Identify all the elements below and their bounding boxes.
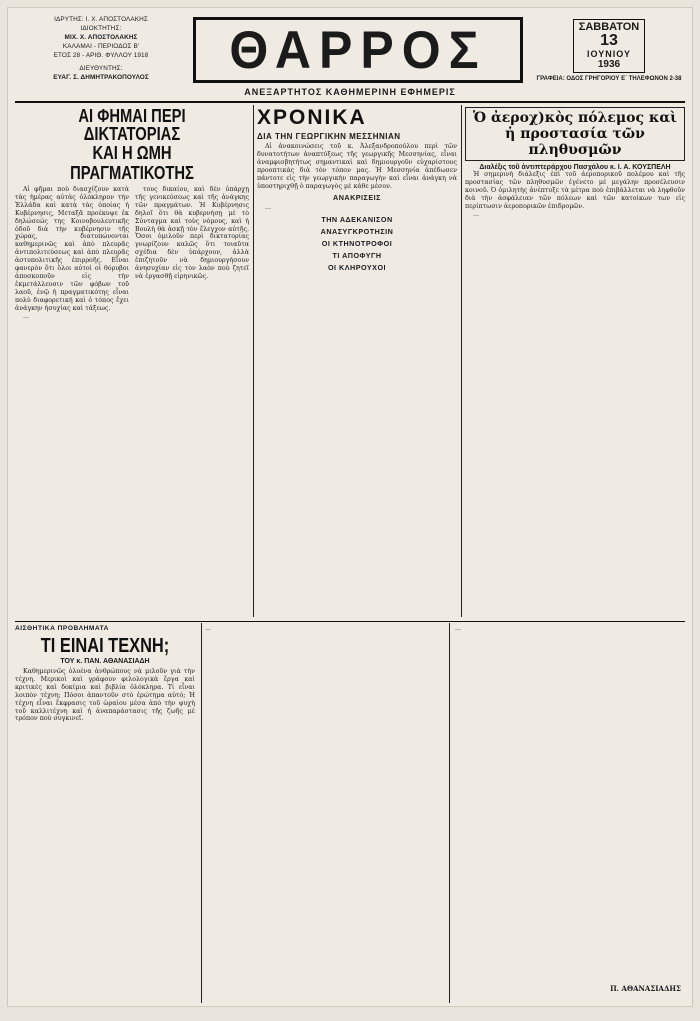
office-address: ΓΡΑΦΕΙΑ: ΟΔΟΣ ΓΡΗΓΟΡΙΟΥ Ε΄ ΤΗΛΕΦΩΝΟΝ 2-38 [536,76,682,82]
article-air-war [465,107,685,619]
section-subhead: ΤΗΝ ΑΔΕΚΑΝΙΣΟΝ [321,215,393,225]
director-name: ΕΥΑΓ. Σ. ΔΗΜΗΤΡΑΚΟΠΟΥΛΟΣ [53,74,149,81]
section-subhead: ΟΙ ΚΛΗΡΟΥΧΟΙ [327,263,387,273]
article-text-continuation: ... [23,312,30,320]
signature: Π. ΑΘΑΝΑΣΙΑΔΗΣ [610,984,681,993]
date-year: 1936 [597,59,621,70]
article-text: Αἱ ἀνακοινώσεις τοῦ κ. Ἀλεξανδροπούλου περὶ τῶν δυνατοτήτων ἀναπτύξεως τῆς γεωργικῆς Μεσσηνίας, εἶναι ἀναμφισβητήτως σημαντικαὶ καὶ δημιουργοῦν εὐχαρίστους προοπτικὰς διὰ τὸν τόπον μας. Ἡ Μεσσηνία ἀπέδωσεν πάντοτε εἰς τὴν γεωργικὴν παραγωγὴν καὶ εἶναι ἀνάγκη νὰ ὑποστηριχθῇ ὁ παραγωγὸς μὲ κάθε μέσον. [257,143,457,190]
issue-number: ΕΤΟΣ 28 - ΑΡΙΘ. ΦΥΛΛΟΥ 1918 [53,52,149,59]
headline: ΤΙ ΕΙΝΑΙ ΤΕΧΝΗ; [40,635,170,657]
divider [15,101,685,103]
owner-name: ΜΙΧ. Χ. ΑΠΟΣΤΟΛΑΚΗΣ [64,34,138,41]
article-what-is-art [15,625,685,1001]
column-rule [201,623,202,1003]
section-subhead: ΑΝΑΣΥΓΚΡΟΤΗΣΙΝ [320,227,394,237]
founder-line: ΙΔΡΥΤΗΣ: Ι. Χ. ΑΠΟΣΤΟΛΑΚΗΣ [54,16,148,23]
date-number: 13 [600,32,618,49]
section-subhead: ΤΙ ΑΠΟΦΥΓΗ [332,251,382,261]
headline: ΑΙ ΦΗΜΑΙ ΠΕΡΙ ΔΙΚΤΑΤΟΡΙΑΣ [78,107,186,144]
date-month: ΙΟΥΝΙΟΥ [586,49,631,59]
article-text-continuation: ... [205,625,212,632]
article-text: Αἱ φῆμαι ποὺ διασχίζουν κατὰ τὰς ἡμέρας αὐτὰς ὁλόκληρον τὴν Ἑλλάδα καὶ κατὰ τὰς ὁποίας ἡ Κυβέρνησις, Μεταξᾶ προέκυψε ἐκ δηλώσεώς της Κοινοβουλευτικῆς ὁδοῦ διὰ τὴν κυβέρνησιν τῆς χώρας, διατυπώνονται καθημερινῶς καὶ ἀπὸ πλευρᾶς ἀντιπολιτεύσεως καὶ ἀπὸ πλευρᾶς ἀστυπολιτικῆς ἐπιρροῆς. Εἶναι φανερὸν ὅτι ὅλοι αὐτοὶ οἱ θόρυβοι ἀποσκοποῦν εἰς τὴν ἐκμετάλλευσιν τῶν φόβων τοῦ λαοῦ, ἐνῷ ἡ πραγματικότης εἶναι πολὺ διαφορετική καὶ ὁ τόπος ἔχει ἀνάγκην ἡσυχίας καὶ τάξεως. [15,186,129,312]
director-label: ΔΙΕΥΘΥΝΤΗΣ: [79,65,123,72]
newspaper-title-box [193,17,523,83]
headline: ΚΑΙ Η ΩΜΗ ΠΡΑΓΜΑΤΙΚΟΤΗΣ [70,143,194,183]
article-text: τους δικαίου, καὶ δὲν ὑπάρχῃ τῆς γενικεύσεως καὶ τῆς ἀνάγκης τῶν πραγμάτων. Ἡ Κυβέρνησις δηλοῖ ὅτι θὰ κυβερνήσῃ μὲ τὸ Σύνταγμα καὶ τοὺς νόμους, καὶ ἡ Βουλὴ θὰ ἀσκῇ τὸν ἔλεγχον αὐτῆς. Ὅσοι ὁμιλοῦν περὶ δικτατορίας γνωρίζουν καλῶς ὅτι τοιαῦτα σχέδια δὲν ὑπάρχουν, ἀλλὰ ἐπιζητοῦν νὰ δημιουργήσουν ἀνησυχίαν εἰς τὸν λαὸν ποὺ ζητεῖ νὰ ἐργασθῇ εἰρηνικῶς. [135,186,249,280]
article-text-continuation: ... [265,204,272,212]
section-subhead: ΟΙ ΚΤΗΝΟΤΡΟΦΟΙ [321,239,393,249]
column-rule [461,105,462,617]
article-chronika [257,107,457,619]
column-rule [449,623,450,1003]
headline: ΧΡΟΝΙΚΑ [257,107,367,129]
byline: ΤΟΥ κ. ΠΑΝ. ΑΘΑΝΑΣΙΑΔΗ [60,658,150,665]
article-text: Καθημερινῶς ὁλοένα ἀνθρώπους νὰ μιλοῦν γιὰ τὴν τέχνη. Μερικοὶ καὶ γράφουν φιλολογικὰ ἔργα καὶ κριτικὲς καὶ δοκίμια καὶ βιβλία ὁλόκληρα. Τί εἶναι λοιπὸν τέχνη; Πόσοι ἀπαντοῦν στὸ ἐρώτημα αὐτό; Ἡ τέχνη εἶναι ἔκφρασις τοῦ ὡραίου μέσα ἀπὸ τὴν ψυχὴ τοῦ καλλιτέχνη καὶ ἡ ἀναπαράστασις τῆς ζωῆς μὲ τρόπον ποὺ συγκινεῖ. [15,668,195,723]
divider [15,621,685,622]
article-text: Ἡ σημερινὴ διάλεξις ἐπὶ τοῦ ἀεροπορικοῦ πολέμου καὶ τῆς προστασίας τῶν πληθυσμῶν ἐγένετο μὲ μεγάλην προσέλευσιν κοινοῦ. Ὁ ὁμιλητὴς ἀνέπτυξε τὰ μέτρα ποὺ ἐπιβάλλεται νὰ ληφθοῦν διὰ τὴν ἀσφάλειαν τῶν πόλεων καὶ τῶν κατοίκων των εἰς περίπτωσιν ἀεροπορικῶν ἐπιδρομῶν. [465,171,685,210]
section-label: ΑΙΣΘΗΤΙΚΑ ΠΡΟΒΛΗΜΑΤΑ [15,625,109,632]
section-subhead: ΑΝΑΚΡΙΣΕΙΣ [333,193,381,203]
article-text-continuation: ... [473,210,480,218]
publisher-box [15,15,187,95]
newspaper-page [7,7,693,1007]
date-day: ΣΑΒΒΑΤΟΝ [578,21,640,33]
slogan: ΑΝΕΞΑΡΤΗΤΟΣ ΚΑΘΗΜΕΡΙΝΗ ΕΦΗΜΕΡΙΣ [244,87,456,97]
headline: Ὁ ἀεροχ)κὸς πόλεμος καὶ [473,110,677,126]
column-rule [253,105,254,617]
article-dictatorship [15,107,249,619]
headline: ἡ προστασία τῶν πληθυσμῶν [505,126,645,158]
owner-label: ΙΔΙΟΚΤΗΤΗΣ: [80,25,122,32]
article-text-continuation: ... [455,625,462,632]
city-period: ΚΑΛΑΜΑΙ - ΠΕΡΙΟΔΟΣ Β' [62,43,140,50]
subheadline: ΔΙΑ ΤΗΝ ΓΕΩΡΓΙΚΗΝ ΜΕΣΣΗΝΙΑΝ [257,132,401,141]
byline: Διαλέξις τοῦ ἀντιπτεράρχου Πασχάλου κ. Ι. Α. ΚΟΥΣΠΕΛΗ [479,164,671,171]
newspaper-title: ΘΑΡΡΟΣ [229,20,487,80]
date-box [533,19,685,95]
